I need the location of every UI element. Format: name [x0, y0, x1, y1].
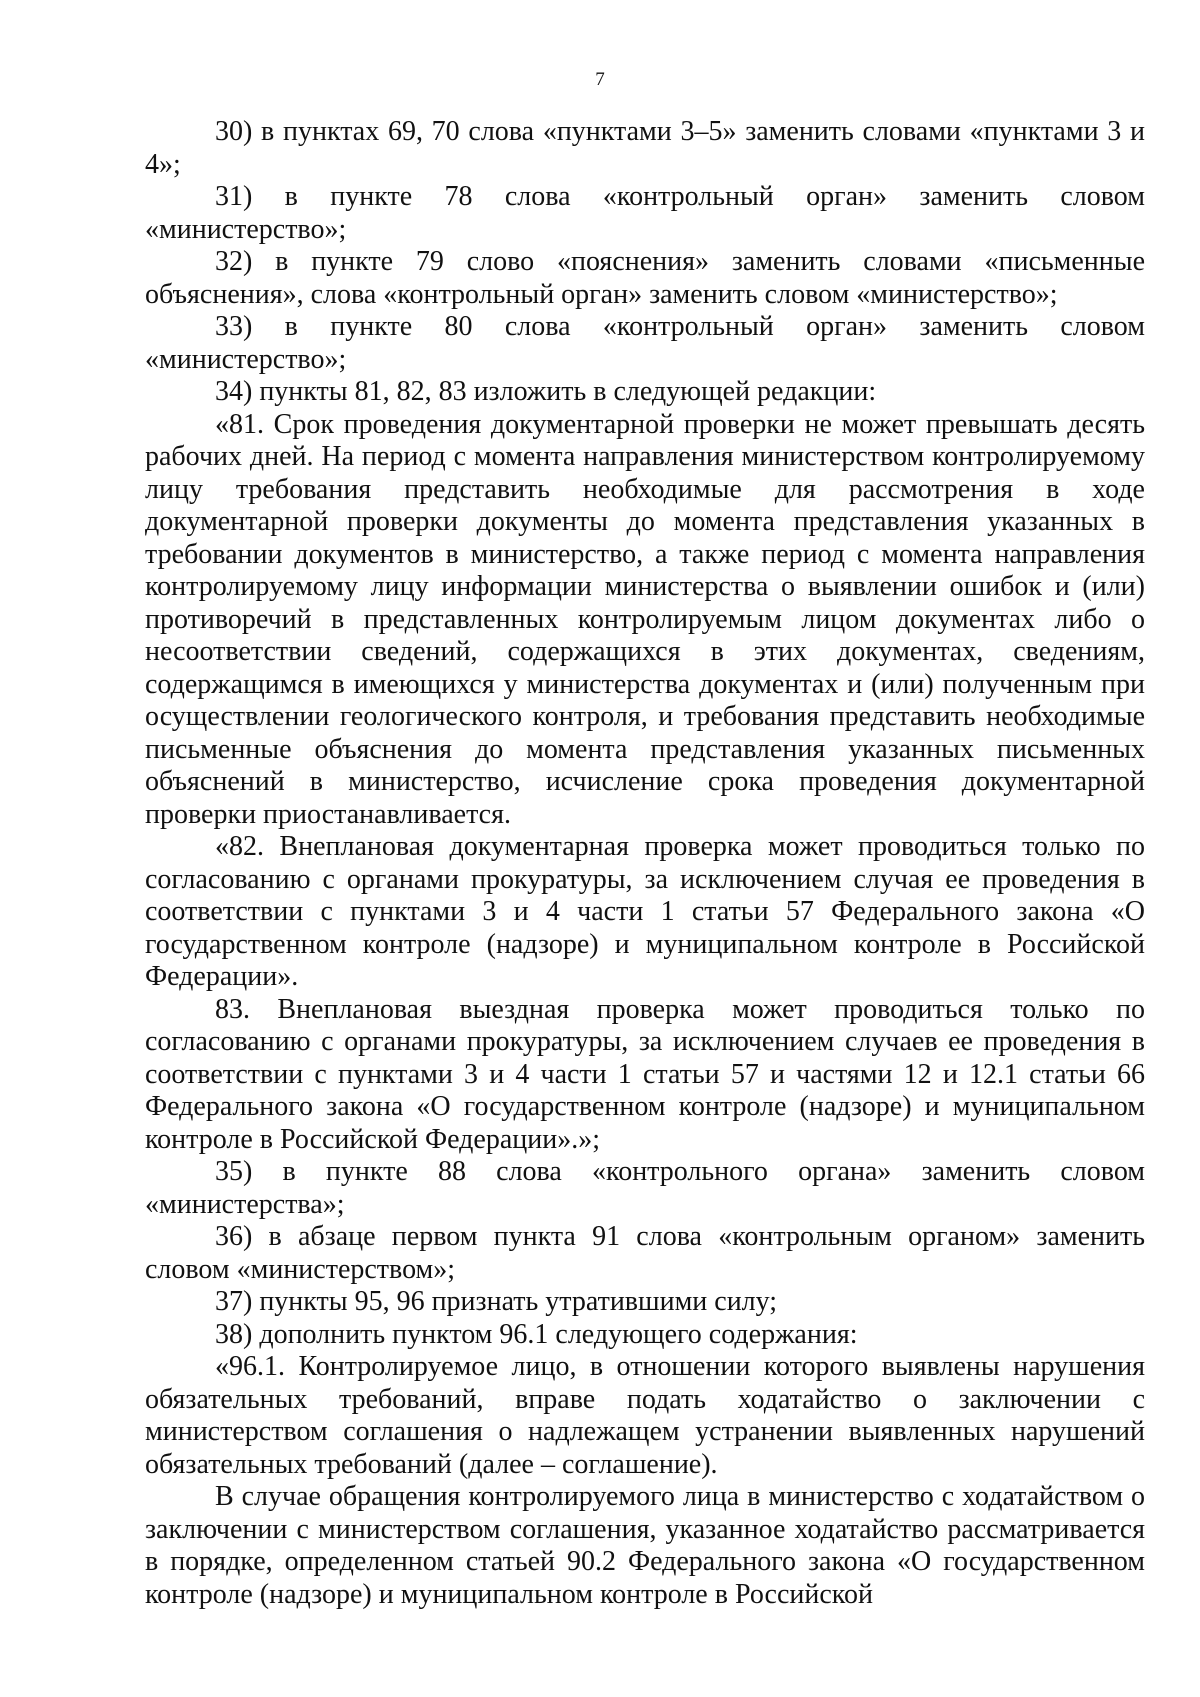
paragraph-point-96-1-continued: В случае обращения контролируемого лица в министерство с ходатайством о заключении с министерством соглашения, указанное ходатайство рассматривается в порядке, определенном статьей 90.2 Федерального закона «О государственном контроле (надзоре) и муниципальном контроле в Российской	[145, 1481, 1145, 1610]
paragraph-point-82: «82. Внеплановая документарная проверка может проводиться только по согласованию с органами прокуратуры, за исключением случая ее проведения в соответствии с пунктами 3 и 4 части 1 статьи 57 Федерального закона «О государственном контроле (надзоре) и муниципальном контроле в Российской Федерации».	[145, 831, 1145, 992]
paragraph-item-36: 36) в абзаце первом пункта 91 слова «контрольным органом» заменить словом «министерством»;	[145, 1221, 1145, 1285]
paragraph-item-37: 37) пункты 95, 96 признать утратившими силу;	[215, 1286, 778, 1317]
paragraph-item-33: 33) в пункте 80 слова «контрольный орган» заменить словом «министерство»;	[145, 311, 1145, 375]
paragraph-point-96-1: «96.1. Контролируемое лицо, в отношении которого выявлены нарушения обязательных требований, вправе подать ходатайство о заключении с министерством соглашения о надлежащем устранении выявленных нарушений обязательных требований (далее – соглашение).	[145, 1351, 1145, 1480]
paragraph-item-35: 35) в пункте 88 слова «контрольного органа» заменить словом «министерства»;	[145, 1156, 1145, 1220]
paragraph-point-83: 83. Внеплановая выездная проверка может проводиться только по согласованию с органами прокуратуры, за исключением случаев ее проведения в соответствии с пунктами 3 и 4 части 1 статьи 57 и частями 12 и 12.1 статьи 66 Федерального закона «О государственном контроле (надзоре) и муниципальном контроле в Российской Федерации».»;	[145, 993, 1145, 1155]
document-body	[145, 116, 1145, 1611]
paragraph-point-81: «81. Срок проведения документарной проверки не может превышать десять рабочих дней. На период с момента направления министерством контролируемому лицу требования представить необходимые для рассмотрения в ходе документарной проверки документы до момента представления указанных в требовании документов в министерство, а также период с момента направления контролируемому лицу информации министерства о выявлении ошибок и (или) противоречий в представленных контролируемым лицом документах либо о несоответствии сведений, содержащихся в этих документах, сведениям, содержащимся в имеющихся у министерства документах и (или) полученным при осуществлении геологического контроля, и требования представить необходимые письменные объяснения до момента представления указанных письменных объяснений в министерство, исчисление срока проведения документарной проверки приостанавливается.	[145, 408, 1145, 830]
paragraph-item-38: 38) дополнить пунктом 96.1 следующего содержания:	[215, 1318, 858, 1350]
paragraph-item-30: 30) в пунктах 69, 70 слова «пунктами 3–5» заменить словами «пунктами 3 и 4»;	[145, 116, 1145, 180]
paragraph-item-34: 34) пункты 81, 82, 83 изложить в следующей редакции:	[215, 376, 877, 407]
paragraph-item-32: 32) в пункте 79 слово «пояснения» заменить словами «письменные объяснения», слова «контрольный орган» заменить словом «министерство»;	[145, 246, 1145, 310]
page-number: 7	[595, 69, 605, 90]
paragraph-item-31: 31) в пункте 78 слова «контрольный орган» заменить словом «министерство»;	[145, 181, 1145, 245]
